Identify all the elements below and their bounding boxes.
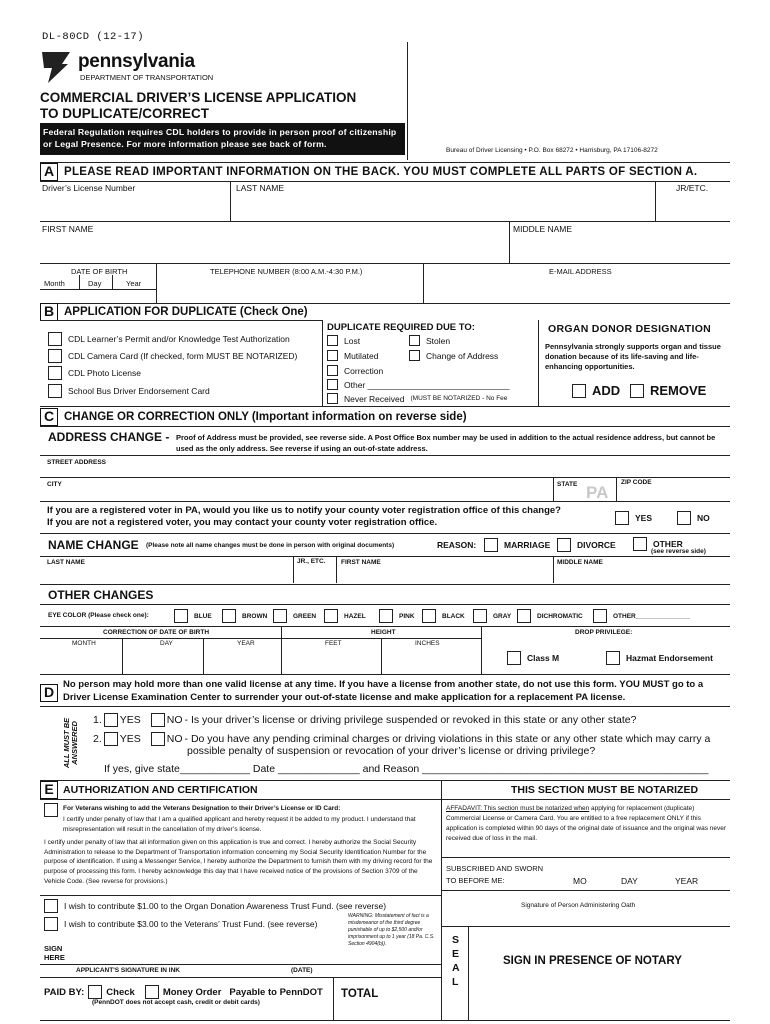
- checkbox[interactable]: [473, 609, 487, 623]
- class-m-label: Class M: [527, 653, 560, 663]
- reason-see-reverse: (see reverse side): [651, 548, 706, 555]
- due-stolen[interactable]: [409, 335, 450, 346]
- donor-remove[interactable]: [630, 383, 706, 398]
- eye-label: BROWN: [242, 612, 268, 620]
- form-title-2: TO DUPLICATE/CORRECT: [40, 106, 210, 121]
- form-title-1: COMMERCIAL DRIVER’S LICENSE APPLICATION: [40, 90, 357, 105]
- voter-no[interactable]: [677, 511, 710, 525]
- donor-add[interactable]: [572, 383, 620, 398]
- checkbox[interactable]: [327, 350, 338, 361]
- donor-text: Pennsylvania strongly supports organ and tissue donation because of its life-saving and life-enhancing opportunities.: [545, 342, 721, 371]
- pay-money-order-label: Money Order: [162, 986, 222, 998]
- hazmat-label: Hazmat Endorsement: [626, 653, 713, 663]
- no-cash-note: (PennDOT does not accept cash, credit or debit cards): [92, 999, 260, 1006]
- affidavit-underlined: AFFADAVIT: This section must be notarized when: [446, 805, 590, 812]
- sign-notary-label: SIGN IN PRESENCE OF NOTARY: [503, 955, 682, 967]
- due-other[interactable]: [327, 379, 509, 390]
- city-label: CITY: [47, 481, 62, 488]
- total-label: TOTAL: [341, 988, 379, 1000]
- checkbox[interactable]: [48, 366, 62, 380]
- corr-day-field[interactable]: [124, 650, 201, 672]
- q1-no-checkbox[interactable]: [151, 713, 165, 727]
- dup-item-label: CDL Camera Card (If checked, form MUST BE NOTARIZED): [68, 351, 298, 361]
- checkbox[interactable]: [615, 511, 629, 525]
- q2-num: 2.: [93, 733, 102, 745]
- section-c-letter: C: [40, 408, 58, 426]
- applicant-signature-field[interactable]: [76, 944, 436, 962]
- eye-label: GRAY: [493, 612, 512, 620]
- eye-brown[interactable]: [222, 609, 267, 623]
- dob-field[interactable]: [42, 290, 154, 302]
- notary-day-label: DAY: [621, 876, 638, 886]
- due-change-address-label: Change of Address: [426, 350, 499, 361]
- seal-e: E: [452, 948, 460, 960]
- addr-change-heading: ADDRESS CHANGE -: [48, 430, 170, 444]
- checkbox[interactable]: [572, 384, 586, 398]
- first-name-label: FIRST NAME: [42, 224, 94, 234]
- donor-add-label: ADD: [592, 383, 621, 398]
- checkbox[interactable]: [606, 651, 620, 665]
- checkbox[interactable]: [409, 350, 420, 361]
- subscribed-label-2: TO BEFORE ME:: [446, 876, 505, 885]
- veteran-text: I certify under penalty of law that I am a qualified applicant and hereby request it be added to my product. I understand that misrepresentation will result in the cancellation of my driver’s license.: [63, 816, 416, 833]
- email-field[interactable]: [425, 278, 729, 302]
- nc-last-name-label: LAST NAME: [47, 559, 85, 566]
- pay-check-checkbox[interactable]: [88, 985, 102, 999]
- checkbox[interactable]: [422, 609, 436, 623]
- q2-row: [93, 732, 710, 746]
- eye-pink[interactable]: [379, 609, 415, 623]
- cdl-notice: Federal Regulation requires CDL holders to provide in person proof of citizenship or Legal Presence. For more information please see back of form.: [40, 123, 405, 155]
- eye-black[interactable]: [422, 609, 465, 623]
- height-label: HEIGHT: [371, 629, 396, 636]
- corr-year-field[interactable]: [205, 650, 279, 672]
- sig-date-label: (DATE): [291, 967, 313, 974]
- here-label: HERE: [44, 953, 65, 962]
- state-label: STATE: [557, 481, 578, 488]
- corr-year-label: YEAR: [237, 640, 255, 647]
- paid-by-row: [44, 985, 323, 999]
- affidavit-body: applying for replacement (duplicate) Commercial License or Camera Card. You are entitled to a free replacement ONLY if this application is completed within 90 days of the original date of issuance and the original was never received due of loss in the mail.: [446, 805, 727, 842]
- zip-label: ZIP CODE: [621, 479, 652, 486]
- jr-label: JR/ETC.: [676, 183, 709, 193]
- due-never-received[interactable]: [327, 393, 507, 404]
- q2-no-checkbox[interactable]: [151, 732, 165, 746]
- checkbox[interactable]: [48, 384, 62, 398]
- subscribed-label-1: SUBSCRIBED AND SWORN: [446, 864, 544, 873]
- due-other-label: Other ______________________________: [344, 379, 510, 390]
- donate-organ-label: I wish to contribute $1.00 to the Organ Donation Awareness Trust Fund. (see reverse): [64, 901, 387, 911]
- all-must-be-answered: [59, 713, 81, 773]
- sign-label: SIGN: [44, 944, 63, 953]
- eye-other[interactable]: [593, 609, 690, 623]
- checkbox[interactable]: [174, 609, 188, 623]
- seal-s: S: [452, 934, 460, 946]
- dup-item-label: CDL Learner’s Permit and/or Knowledge Test Authorization: [68, 334, 290, 344]
- eye-gray[interactable]: [473, 609, 511, 623]
- due-mutilated-label: Mutilated: [344, 350, 379, 361]
- eye-label: HAZEL: [344, 612, 366, 620]
- dob-year-label: Year: [126, 279, 142, 288]
- checkbox[interactable]: [484, 538, 498, 552]
- voter-no-label: NO: [697, 513, 710, 523]
- form-code: DL-80CD (12-17): [42, 31, 145, 43]
- inches-field[interactable]: [383, 650, 479, 672]
- section-b-heading: APPLICATION FOR DUPLICATE (Check One): [64, 306, 308, 318]
- veteran-heading: For Veterans wishing to add the Veterans Designation to their Driver’s License or ID Card:: [63, 805, 341, 812]
- checkbox[interactable]: [273, 609, 287, 623]
- sig-person-label: Signature of Person Administering Oath: [521, 902, 636, 909]
- q1-num: 1.: [93, 714, 102, 726]
- checkbox[interactable]: [327, 335, 338, 346]
- section-e-heading: AUTHORIZATION AND CERTIFICATION: [63, 784, 258, 796]
- notary-heading: THIS SECTION MUST BE NOTARIZED: [511, 784, 699, 796]
- dup-camera-card[interactable]: [48, 349, 297, 363]
- oath-signature-field[interactable]: [443, 912, 729, 926]
- eye-other-label: OTHER_______________: [613, 612, 690, 620]
- first-name-field[interactable]: [42, 235, 507, 261]
- checkbox[interactable]: [593, 609, 607, 623]
- due-change-address[interactable]: [409, 350, 498, 361]
- q2-yes-label: YES: [119, 733, 141, 745]
- checkbox[interactable]: [379, 609, 393, 623]
- paid-by-label: PAID BY:: [44, 986, 85, 998]
- corr-day-label: DAY: [160, 640, 173, 647]
- section-c-heading: CHANGE OR CORRECTION ONLY (Important information on reverse side): [64, 411, 467, 423]
- seal-a: A: [452, 962, 460, 974]
- donate-veterans[interactable]: [44, 917, 317, 931]
- other-changes-heading: OTHER CHANGES: [48, 588, 154, 602]
- corr-month-label: MONTH: [72, 640, 96, 647]
- voter-yes-label: YES: [635, 513, 653, 523]
- notary-year-label: YEAR: [675, 876, 699, 886]
- affidavit-text: [446, 804, 730, 844]
- eye-label: GREEN: [293, 612, 317, 620]
- voter-question: If you are a registered voter in PA, would you like us to notify your county voter registration office of this change?: [47, 505, 561, 516]
- due-lost[interactable]: [327, 335, 360, 346]
- q2-no-label: NO: [166, 733, 183, 745]
- last-name-field[interactable]: [232, 193, 653, 219]
- section-b-letter: B: [40, 303, 58, 321]
- eye-hazel[interactable]: [324, 609, 366, 623]
- q1-row: [93, 713, 636, 727]
- due-heading: DUPLICATE REQUIRED DUE TO:: [327, 322, 475, 333]
- due-never-label: Never Received: [344, 393, 405, 404]
- section-d-text: No person may hold more than one valid license at any time. If you have a license from another state, do not use this form. YOU MUST go to a Driver License Examination Center to surrender your out-of-state license and make application for a replacement PA license.: [63, 679, 704, 703]
- due-never-note: (MUST BE NOTARIZED - No Fee: [410, 395, 508, 402]
- eye-label: BLACK: [442, 612, 465, 620]
- reason-marriage-label: MARRIAGE: [504, 540, 551, 550]
- state-value: PA: [586, 483, 609, 502]
- due-mutilated[interactable]: [327, 350, 379, 361]
- reason-divorce-label: DIVORCE: [577, 540, 616, 550]
- checkbox[interactable]: [517, 609, 531, 623]
- dept-name: DEPARTMENT OF TRANSPORTATION: [80, 73, 214, 82]
- pay-money-order-checkbox[interactable]: [145, 985, 159, 999]
- reason-divorce[interactable]: [557, 538, 616, 552]
- dup-school-bus[interactable]: [48, 384, 210, 398]
- section-a-letter: A: [40, 163, 58, 181]
- seal-l: L: [452, 976, 459, 988]
- q1-yes-checkbox[interactable]: [104, 713, 118, 727]
- if-yes-line[interactable]: If yes, give state____________ Date ______________ and Reason _________________________________________________: [104, 763, 709, 775]
- reason-other-label: OTHER: [653, 539, 683, 549]
- corr-month-field[interactable]: [42, 650, 120, 672]
- checkbox[interactable]: [677, 511, 691, 525]
- dl-number-label: Driver’s License Number: [42, 183, 136, 193]
- checkbox[interactable]: [507, 651, 521, 665]
- dob-month-label: Month: [44, 279, 65, 288]
- applicant-sig-label: APPLICANT'S SIGNATURE IN INK: [76, 967, 180, 974]
- middle-name-label: MIDDLE NAME: [513, 224, 573, 234]
- eye-label: BLUE: [194, 612, 212, 620]
- phone-field[interactable]: [158, 278, 421, 302]
- nc-middle-name-label: MIDDLE NAME: [557, 559, 603, 566]
- checkbox[interactable]: [327, 365, 338, 376]
- eye-blue[interactable]: [174, 609, 212, 623]
- inches-label: INCHES: [415, 640, 440, 647]
- brand-name: pennsylvania: [78, 51, 195, 72]
- nc-middle-name-field[interactable]: [555, 568, 728, 582]
- q2-text-a: - Do you have any pending criminal charges or driving violations in this state or any other state which may carry a: [184, 733, 711, 745]
- dob-label: DATE OF BIRTH: [71, 267, 128, 276]
- street-field[interactable]: [42, 468, 728, 476]
- warning-text: WARNING: Misstatement of fact is a misdemeanor of the third degree punishable of up to $2,500 and/or imprisonment up to 1 year (18 Pa. C.S. Section 4904(b)).: [348, 913, 435, 947]
- checkbox[interactable]: [222, 609, 236, 623]
- checkbox[interactable]: [630, 384, 644, 398]
- nc-jr-field[interactable]: [295, 568, 334, 582]
- dup-learners-permit[interactable]: [48, 332, 290, 346]
- voter-note: If you are not a registered voter, you may contact your county voter registration office.: [47, 517, 438, 528]
- dup-item-label: School Bus Driver Endorsement Card: [68, 386, 210, 396]
- middle-name-field[interactable]: [511, 235, 729, 261]
- section-d-letter: D: [40, 684, 58, 702]
- checkbox[interactable]: [44, 917, 58, 931]
- name-change-heading: NAME CHANGE: [48, 538, 139, 552]
- feet-label: FEET: [325, 640, 342, 647]
- donate-veterans-label: I wish to contribute $3.00 to the Veterans’ Trust Fund. (see reverse): [64, 919, 318, 929]
- q1-yes-label: YES: [119, 714, 141, 726]
- due-correction-label: Correction: [344, 365, 384, 376]
- due-stolen-label: Stolen: [426, 335, 451, 346]
- checkbox[interactable]: [633, 537, 647, 551]
- section-a-heading: PLEASE READ IMPORTANT INFORMATION ON THE BACK. YOU MUST COMPLETE ALL PARTS OF SECTION A.: [64, 166, 698, 178]
- pay-check-label: Check: [106, 986, 135, 998]
- dl-number-field[interactable]: [42, 193, 228, 219]
- checkbox[interactable]: [557, 538, 571, 552]
- zip-field[interactable]: [618, 489, 728, 500]
- q2-text-b: possible penalty of suspension or revocation of your driver’s license or driving privilege?: [187, 745, 596, 757]
- checkbox[interactable]: [48, 332, 62, 346]
- nc-first-name-field[interactable]: [338, 568, 551, 582]
- drop-privilege-label: DROP PRIVILEGE:: [575, 629, 633, 636]
- eye-dichromatic[interactable]: [517, 609, 583, 623]
- dob-day-label: Day: [88, 279, 102, 288]
- q1-no-label: NO: [166, 714, 183, 726]
- dup-photo-license[interactable]: [48, 366, 141, 380]
- eye-green[interactable]: [273, 609, 316, 623]
- section-e-letter: E: [40, 781, 58, 799]
- feet-field[interactable]: [283, 650, 379, 672]
- checkbox[interactable]: [48, 349, 62, 363]
- donor-heading: ORGAN DONOR DESIGNATION: [548, 323, 712, 335]
- certify-text: I certify under penalty of law that all information given on this application is true and correct. I hereby authorize the Social Security Administration to release to the Department of Transportation information concerning my Social Security Identification Number for the purpose of identification. If using a Messenger Service, I hereby authorize the Department to furnish them with my driving record for the purpose of processing this form. I hereby acknowledge this day that I have received notice of the provisions of Section 3709 of the Vehicle Code. (See reverse for provisions.): [44, 839, 433, 885]
- nc-jr-label: JR., ETC.: [297, 558, 326, 565]
- bureau-address: Bureau of Driver Licensing • P.O. Box 68272 • Harrisburg, PA 17106-8272: [446, 147, 658, 154]
- voter-yes[interactable]: [615, 511, 652, 525]
- checkbox[interactable]: [327, 393, 338, 404]
- checkbox[interactable]: [324, 609, 338, 623]
- jr-field[interactable]: [657, 193, 729, 219]
- payable-label: Payable to PennDOT: [229, 986, 323, 998]
- notary-mo-label: MO: [573, 876, 587, 886]
- drop-class-m[interactable]: [507, 651, 559, 665]
- dup-item-label: CDL Photo License: [68, 368, 141, 378]
- side-label-text: ALL MUST BE ANSWERED: [62, 717, 79, 769]
- due-correction[interactable]: [327, 365, 383, 376]
- due-lost-label: Lost: [344, 335, 361, 346]
- eye-color-label: EYE COLOR (Please check one):: [48, 612, 149, 619]
- drop-hazmat[interactable]: [606, 651, 713, 665]
- donor-remove-label: REMOVE: [650, 383, 707, 398]
- keystone-logo-icon: [38, 50, 74, 84]
- q2-yes-checkbox[interactable]: [104, 732, 118, 746]
- street-label: STREET ADDRESS: [47, 459, 106, 466]
- email-label: E-MAIL ADDRESS: [549, 267, 612, 276]
- checkbox[interactable]: [327, 379, 338, 390]
- eye-label: PINK: [399, 612, 415, 620]
- city-field[interactable]: [42, 489, 551, 500]
- nc-first-name-label: FIRST NAME: [341, 559, 381, 566]
- last-name-label: LAST NAME: [236, 183, 285, 193]
- reason-label: REASON:: [437, 540, 477, 550]
- phone-label: TELEPHONE NUMBER (8:00 A.M.-4:30 P.M.): [210, 267, 363, 276]
- checkbox[interactable]: [44, 899, 58, 913]
- addr-change-note: Proof of Address must be provided, see reverse side. A Post Office Box number may be used in addition to the actual residence address, but cannot be used as the only address. See reverse if using an out-of-state address.: [176, 433, 716, 453]
- reason-marriage[interactable]: [484, 538, 550, 552]
- eye-label: DICHROMATIC: [537, 612, 583, 620]
- nc-last-name-field[interactable]: [42, 568, 291, 582]
- donate-organ[interactable]: [44, 899, 386, 913]
- checkbox[interactable]: [409, 335, 420, 346]
- veteran-checkbox[interactable]: [44, 803, 58, 817]
- q1-text: - Is your driver’s license or driving privilege suspended or revoked in this state or any other state?: [184, 714, 637, 726]
- dob-corr-label: CORRECTION OF DATE OF BIRTH: [103, 629, 210, 636]
- name-change-note: (Please note all name changes must be done in person with original documents): [146, 542, 395, 549]
